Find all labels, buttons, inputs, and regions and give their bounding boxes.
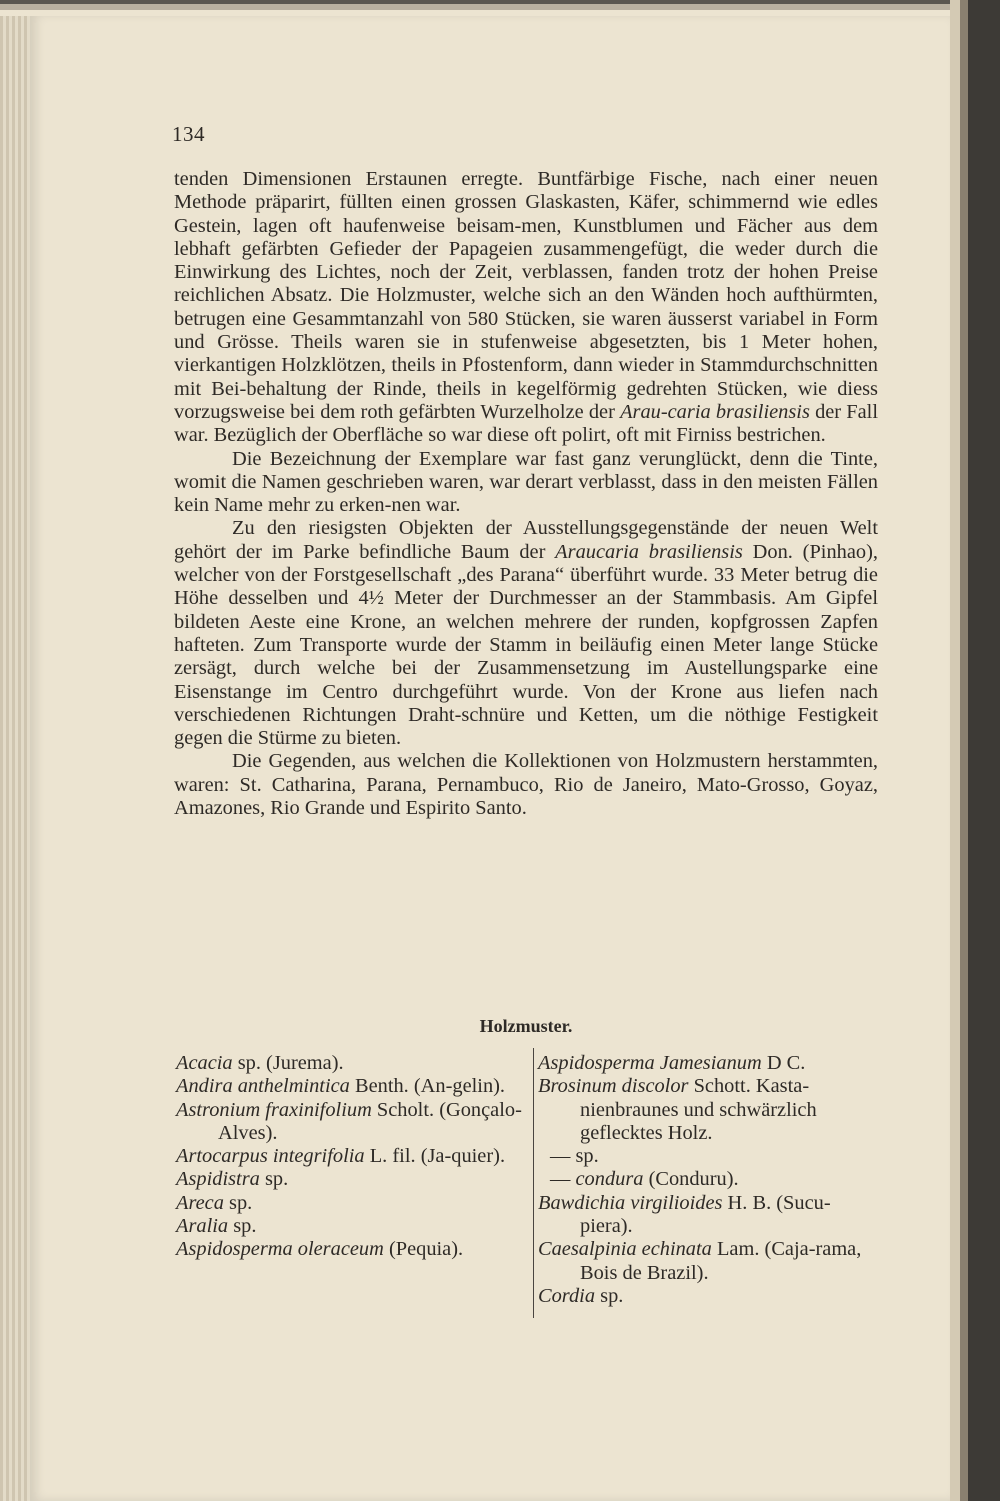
species-entry [176, 1052, 528, 1075]
text-run: Don. (Pinhao), welcher von der Forstgesellschaft „des Parana“ überführt wurde. 33 Meter betrug die Höhe desselben und 4½ Meter der Durchmesser an der Stammbasis. Am Gipfel bildeten Aeste eine Krone, an welchen mehrere der runden, kopfgrossen Zapfen hafteten. Zum Transporte wurde der Stamm in beiläufig einen Meter lange Stücke zersägt, durch welche bei der Zusammensetzung im Austellungsparke eine Eisenstange im Centro durchgeführt wurde. Von der Krone aus liefen nach verschiedenen Richtungen Draht-schnüre und Ketten, um die nöthige Festigkeit gegen die Stürme zu bieten. [174, 540, 878, 750]
page-edge-right [950, 0, 1000, 1501]
species-entry [538, 1075, 880, 1145]
species-detail: Lam. (Caja-rama, Bois de Brazil). [580, 1238, 862, 1284]
species-name: Cordia [538, 1284, 596, 1307]
species-name: Areca [176, 1191, 224, 1214]
ditto-dash: — [550, 1145, 576, 1168]
text-run: Die Gegenden, aus welchen die Kollektionen von Holzmustern herstammten, waren: St. Catharina, Parana, Pernambuco, Rio de Janeiro, Mato-Grosso, Goyaz, Amazones, Rio Grande und Espirito Santo. [174, 750, 878, 820]
species-detail: Scholt. (Gonçalo-Alves). [218, 1098, 522, 1144]
species-name: Aspidistra [176, 1168, 260, 1191]
page-edge-left [0, 0, 30, 1501]
species-entry [176, 1238, 528, 1261]
species-name: Bawdichia virgilioides [538, 1191, 723, 1214]
column-divider [533, 1048, 534, 1318]
species-name: Aralia [176, 1215, 229, 1238]
text-run: Zu den riesigsten Objekten der Ausstellungsgegenstände der neuen Welt gehört der im Parke befindliche Baum der [174, 517, 878, 563]
paragraph [174, 168, 878, 448]
species-name: Arau-caria brasiliensis [620, 400, 810, 423]
species-detail: D C. [761, 1052, 806, 1074]
page-number: 134 [172, 122, 205, 146]
species-name: condura [575, 1168, 644, 1191]
text-run: der Fall war. Bezüglich der Oberfläche so war diese oft polirt, oft mit Firniss bestrichen. [174, 400, 878, 447]
species-entry [176, 1215, 528, 1238]
species-detail: L. fil. (Ja-quier). [364, 1145, 506, 1168]
species-entry [538, 1285, 880, 1308]
species-name: Astronium fraxinifolium [176, 1098, 372, 1121]
species-list-right [538, 1052, 880, 1308]
text-run: Die Bezeichnung der Exemplare war fast ganz verunglückt, denn die Tinte, womit die Namen geschrieben waren, war derart verblasst, dass in den meisten Fällen kein Name mehr zu erken-nen war. [174, 447, 878, 517]
species-name: Aspidosperma oleraceum [176, 1238, 384, 1261]
species-detail: Benth. (An-gelin). [349, 1075, 506, 1098]
species-list-left [176, 1052, 528, 1262]
species-name: Caesalpinia echinata [538, 1238, 712, 1261]
species-detail: sp. [223, 1191, 253, 1214]
paragraph [174, 750, 878, 820]
species-detail: sp. (Jurema). [232, 1052, 344, 1074]
species-detail: sp. [595, 1284, 624, 1307]
species-entry [538, 1238, 880, 1285]
species-detail: sp. [259, 1168, 289, 1191]
species-detail: sp. [575, 1145, 599, 1168]
species-entry [176, 1075, 528, 1098]
species-name: Brosinum discolor [538, 1075, 689, 1098]
species-name: Artocarpus integrifolia [176, 1145, 365, 1168]
species-name: Andira anthelmintica [176, 1075, 350, 1098]
section-title: Holzmuster. [479, 1016, 573, 1036]
species-entry [176, 1099, 528, 1146]
species-detail: sp. [228, 1215, 257, 1238]
paragraph [174, 517, 878, 750]
text-run: tenden Dimensionen Erstaunen erregte. Buntfärbige Fische, nach einer neuen Methode präparirt, füllten einen grossen Glaskasten, Käfer, schimmernd wie edles Gestein, lagen oft haufenweise beisam-men, Kunstblumen und Fächer aus dem lebhaft gefärbten Gefieder der Papageien zusammengefügt, die weder durch die Einwirkung des Lichtes, noch der Zeit, verblassen, fanden trotz der hohen Preise reichlichen Absatz. Die Holzmuster, welche sich an den Wänden hoch aufthürmten, betrugen eine Gesammtanzahl von 580 Stücken, sie waren äusserst variabel in Form und Grösse. Theils waren sie in stufenweise abgesetzten, bis 1 Meter hohen, vierkantigen Holzklötzen, theils in Pfostenform, dann wieder in Stammdurchschnitten mit Bei-behaltung der Rinde, theils in kegelförmig gedrehten Stücken, wie diess vorzugsweise bei dem roth gefärbten Wurzelholze der [174, 168, 878, 423]
species-name: Aspidosperma Jamesianum [538, 1052, 762, 1074]
ditto-dash: — [550, 1168, 576, 1191]
species-entry [176, 1145, 528, 1168]
species-name: Acacia [176, 1052, 233, 1074]
species-name: Araucaria brasiliensis [555, 540, 743, 563]
species-detail: Schott. Kasta-nienbraunes und schwärzlich geflecktes Holz. [580, 1075, 817, 1144]
species-detail: H. B. (Sucu-piera). [580, 1191, 831, 1238]
species-detail: (Pequia). [383, 1238, 464, 1261]
species-entry [176, 1192, 528, 1215]
species-entry [538, 1168, 880, 1191]
species-entry [538, 1145, 880, 1168]
species-entry [538, 1192, 880, 1239]
top-edge [0, 0, 1000, 16]
species-detail: (Conduru). [643, 1168, 739, 1191]
species-entry [176, 1168, 528, 1191]
species-entry [538, 1052, 880, 1075]
body-text [174, 168, 878, 820]
paragraph [174, 448, 878, 518]
